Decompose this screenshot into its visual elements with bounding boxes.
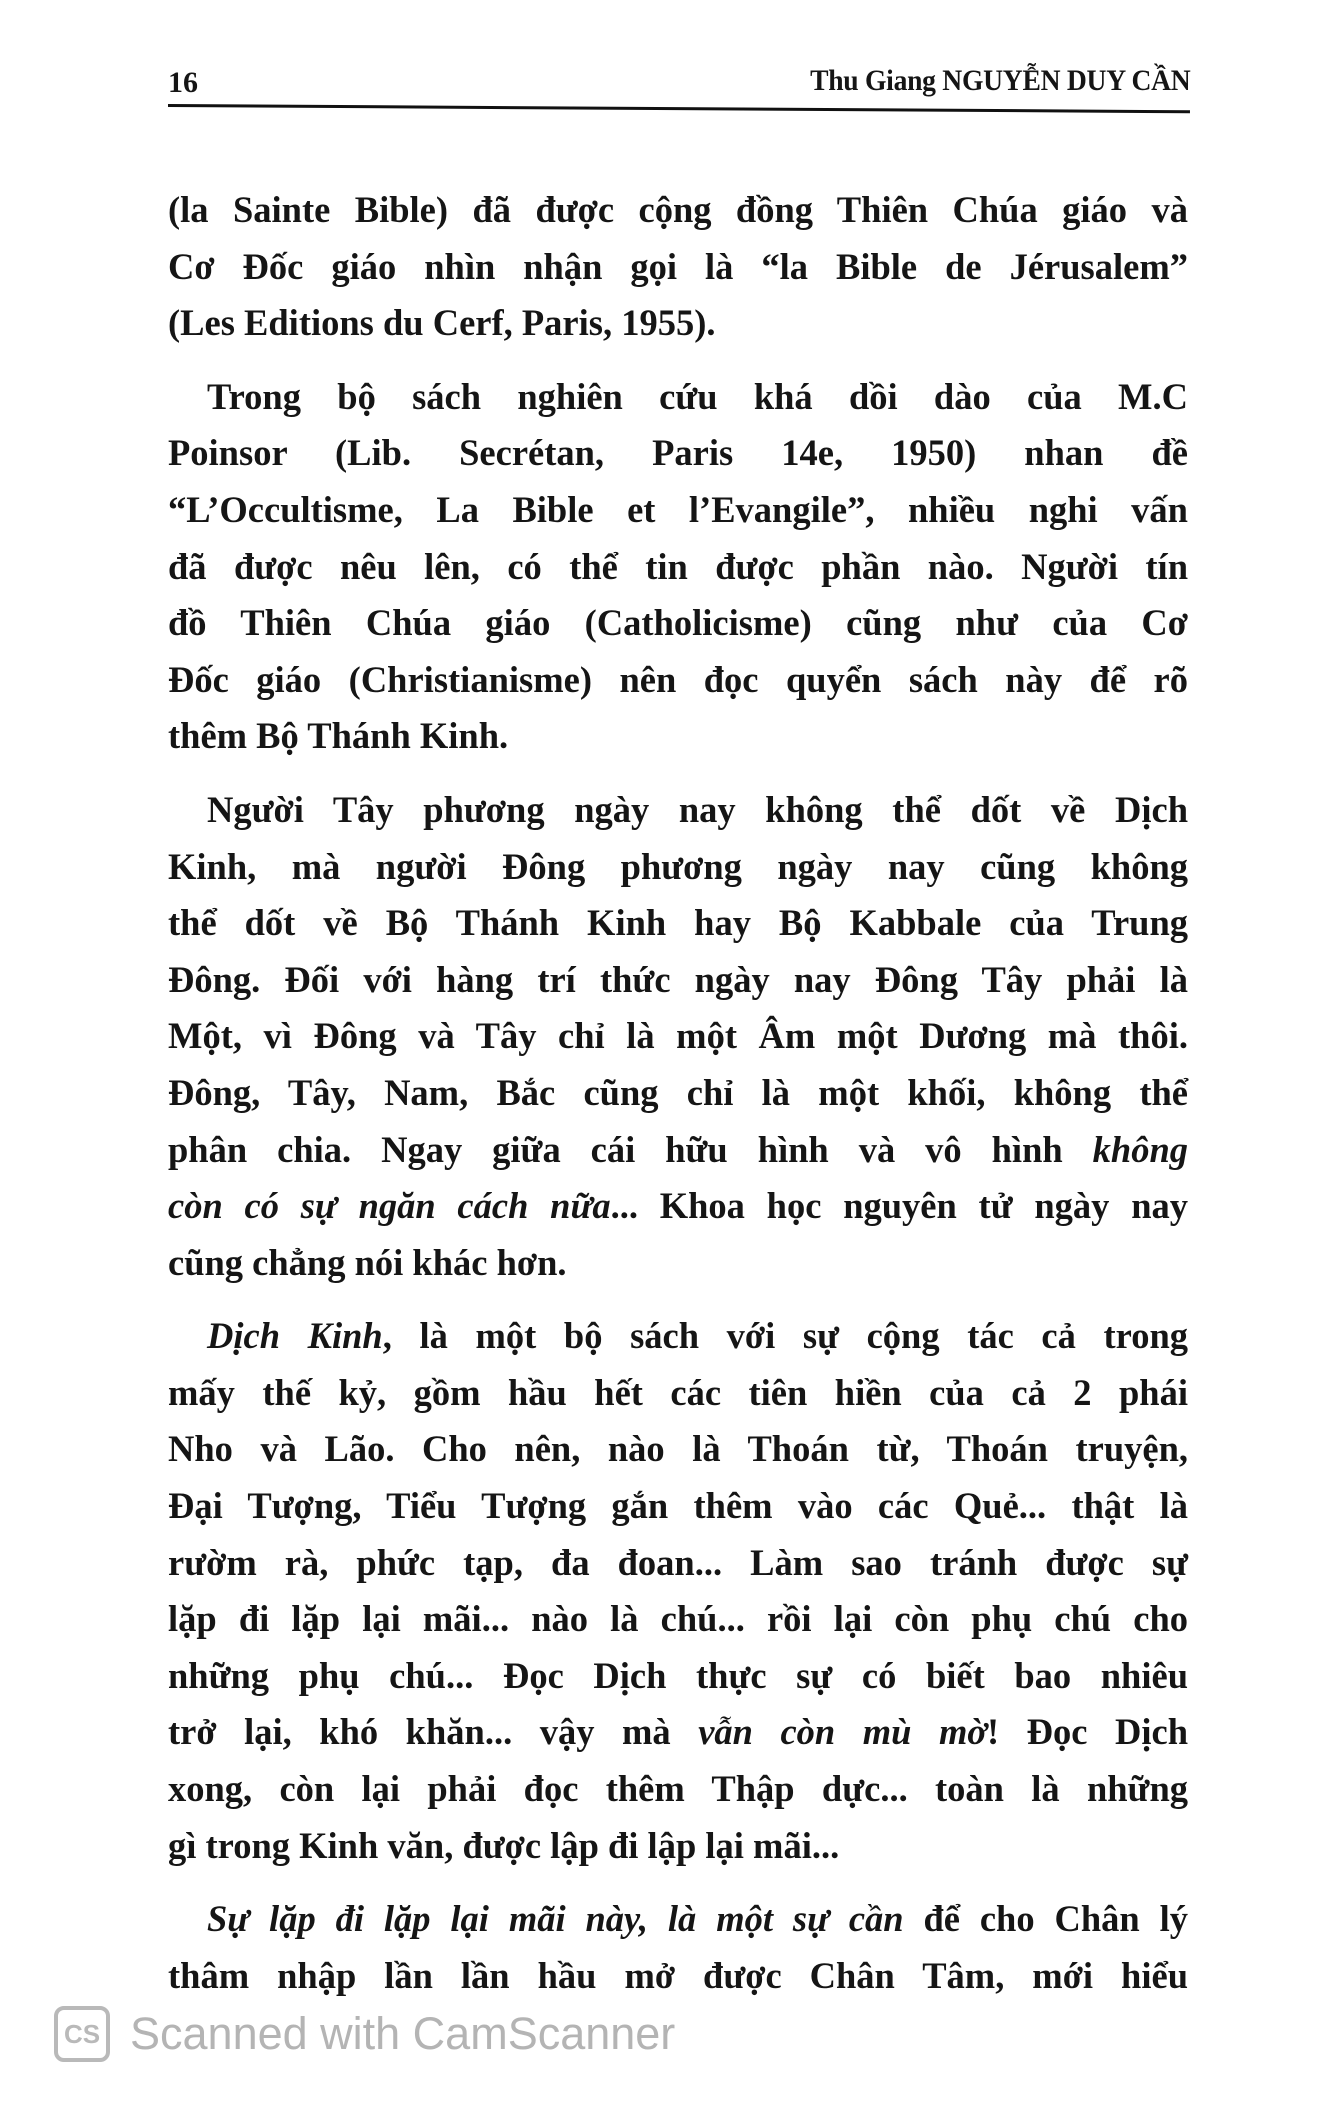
page-number: 16 — [168, 66, 198, 99]
text-run: “L’Occultisme, La Bible et l’Evangile”, nhiều nghi vấn — [168, 488, 1188, 530]
text-run: trở lại, khó khăn... vậy mà — [168, 1711, 699, 1753]
text-run: Đốc giáo (Christianisme) nên đọc quyển sách này để rõ — [168, 658, 1188, 700]
text-line — [168, 1008, 1188, 1065]
text-run: ... Khoa học nguyên tử ngày nay — [610, 1185, 1188, 1227]
text-run: để cho Chân lý — [903, 1898, 1188, 1940]
paragraph — [168, 369, 1188, 765]
text-line — [168, 595, 1188, 652]
text-line — [168, 1704, 1188, 1761]
text-run: Đại Tượng, Tiểu Tượng gắn thêm vào các Quẻ... thật là — [168, 1485, 1188, 1527]
italic-text: không — [1092, 1128, 1188, 1170]
text-line — [168, 1308, 1188, 1365]
italic-text: còn có sự ngăn cách nữa — [168, 1185, 611, 1227]
text-line — [168, 1122, 1188, 1179]
paragraph — [168, 182, 1188, 352]
text-line — [168, 182, 1188, 239]
text-run: đã được nêu lên, có thể tin được phần nào. Người tín — [168, 545, 1188, 587]
text-run: Kinh, mà người Đông phương ngày nay cũng không — [168, 845, 1188, 887]
text-line — [168, 895, 1188, 952]
text-run: Poinsor (Lib. Secrétan, Paris 14e, 1950) nhan đề — [168, 432, 1188, 474]
italic-text: Dịch Kinh — [207, 1315, 383, 1357]
text-line — [168, 782, 1188, 839]
italic-text: vẫn còn mù mờ — [698, 1711, 987, 1753]
text-run: những phụ chú... Đọc Dịch thực sự có biết bao nhiêu — [168, 1654, 1188, 1696]
page-header — [168, 60, 1190, 104]
text-line — [168, 1818, 1188, 1875]
text-line — [168, 1948, 1188, 2005]
text-line — [168, 295, 1188, 352]
text-line — [168, 839, 1188, 896]
text-run: xong, còn lại phải đọc thêm Thập dực... toàn là những — [168, 1768, 1188, 1810]
text-run: Nho và Lão. Cho nên, nào là Thoán từ, Thoán truyện, — [168, 1428, 1188, 1470]
text-line — [168, 239, 1188, 296]
text-run: gì trong Kinh văn, được lập đi lập lại mãi... — [168, 1824, 840, 1866]
text-run: thể dốt về Bộ Thánh Kinh hay Bộ Kabbale của Trung — [168, 902, 1188, 944]
text-run: Đông, Tây, Nam, Bắc cũng chỉ là một khối, không thể — [168, 1071, 1188, 1113]
text-run: mấy thế kỷ, gồm hầu hết các tiên hiền của cả 2 phái — [168, 1371, 1188, 1413]
text-line — [168, 1535, 1188, 1592]
text-run: lặp đi lặp lại mãi... nào là chú... rồi lại còn phụ chú cho — [168, 1598, 1188, 1640]
text-line — [168, 1421, 1188, 1478]
body-text — [168, 182, 1188, 2004]
text-line — [168, 652, 1188, 709]
text-run: ! Đọc Dịch — [986, 1711, 1189, 1753]
text-line — [168, 708, 1188, 765]
text-run: cũng chẳng nói khác hơn. — [168, 1241, 567, 1283]
text-line — [168, 1065, 1188, 1122]
text-line — [168, 1235, 1188, 1292]
text-line — [168, 1891, 1188, 1948]
text-run: Trong bộ sách nghiên cứu khá dồi dào của M.C — [207, 375, 1188, 417]
text-run: , là một bộ sách với sự cộng tác cả trong — [382, 1315, 1189, 1357]
text-run: (la Sainte Bible) đã được cộng đồng Thiên Chúa giáo và — [168, 189, 1188, 230]
text-line — [168, 1478, 1188, 1535]
text-line — [168, 1365, 1188, 1422]
paragraph — [168, 782, 1188, 1291]
paragraph — [168, 1891, 1188, 2004]
italic-text: Sự lặp đi lặp lại mãi này, là một sự cần — [207, 1898, 904, 1940]
watermark-text: Scanned with CamScanner — [130, 2008, 676, 2059]
text-line — [168, 425, 1188, 482]
text-run: Đông. Đối với hàng trí thức ngày nay Đông Tây phải là — [168, 958, 1188, 1000]
text-run: Cơ Đốc giáo nhìn nhận gọi là “la Bible de Jérusalem” — [168, 245, 1188, 287]
text-run: rườm rà, phức tạp, đa đoan... Làm sao tránh được sự — [168, 1541, 1188, 1583]
text-run: (Les Editions du Cerf, Paris, 1955). — [168, 302, 716, 344]
text-line — [168, 1761, 1188, 1818]
camscanner-logo-icon: CS — [54, 2006, 110, 2062]
text-line — [168, 1648, 1188, 1705]
text-run: Người Tây phương ngày nay không thể dốt về Dịch — [207, 788, 1188, 830]
text-run: phân chia. Ngay giữa cái hữu hình và vô hình — [168, 1128, 1093, 1170]
text-run: thâm nhập lần lần hầu mở được Chân Tâm, mới hiểu — [168, 1954, 1188, 1996]
camscanner-watermark — [54, 2004, 675, 2064]
text-run: Một, vì Đông và Tây chỉ là một Âm một Dương mà thôi. — [168, 1015, 1188, 1057]
text-line — [168, 539, 1188, 596]
text-line — [168, 369, 1188, 426]
text-line — [168, 482, 1188, 539]
text-run: đồ Thiên Chúa giáo (Catholicisme) cũng như của Cơ — [168, 602, 1188, 644]
text-line — [168, 1178, 1188, 1235]
running-head-author: Thu Giang NGUYỄN DUY CẦN — [809, 64, 1190, 97]
paragraph — [168, 1308, 1188, 1874]
text-run: thêm Bộ Thánh Kinh. — [168, 715, 509, 757]
text-line — [168, 952, 1188, 1009]
header-rule — [168, 104, 1190, 113]
text-line — [168, 1591, 1188, 1648]
